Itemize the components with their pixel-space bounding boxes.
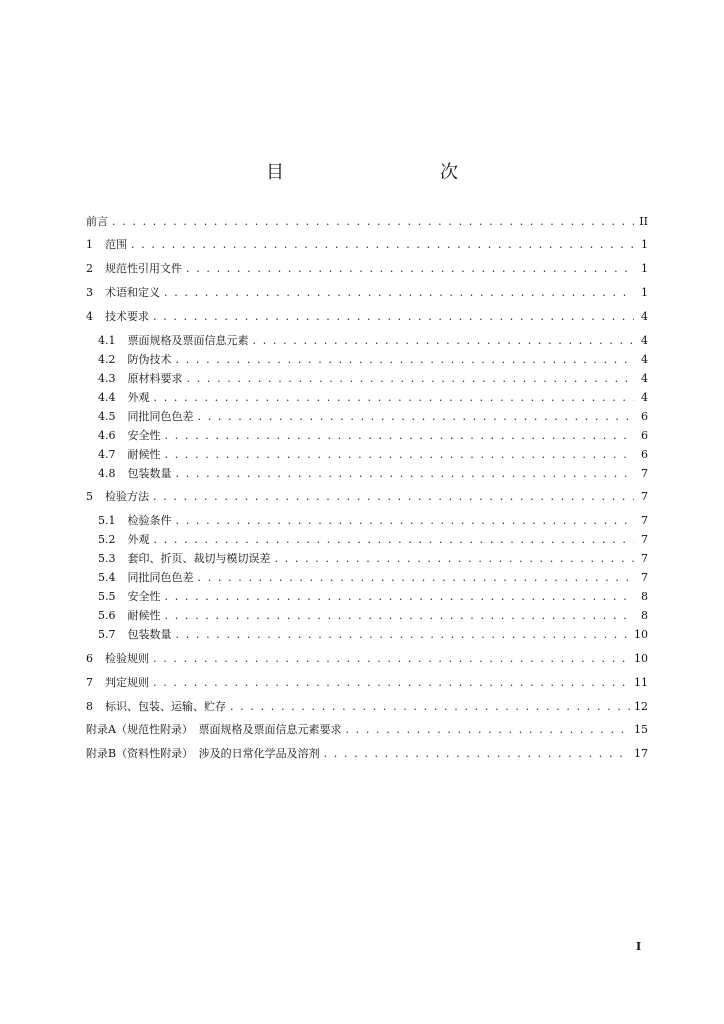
toc-entry[interactable] — [86, 531, 648, 550]
toc-entry-label: 术语和定义 — [105, 286, 160, 299]
toc-leader-dots — [275, 552, 635, 565]
toc-entry-label: 检验方法 — [105, 490, 149, 503]
toc-entry-page: 7 — [641, 467, 648, 480]
toc-entry[interactable] — [86, 408, 648, 427]
toc-entry-label: 技术要求 — [105, 310, 149, 323]
toc-leader-dots — [154, 391, 635, 404]
toc-entry[interactable] — [86, 427, 648, 446]
toc-entry[interactable] — [86, 721, 648, 745]
toc-leader-dots — [131, 238, 634, 251]
toc-entry[interactable] — [86, 213, 648, 236]
toc-entry-number: 4.8 — [98, 467, 116, 480]
toc-leader-dots — [153, 676, 630, 689]
toc-entry-number: 5.4 — [98, 571, 116, 584]
toc-entry-number: 4.4 — [98, 391, 116, 404]
toc-leader-dots — [198, 571, 635, 584]
toc-entry-number: 8 — [86, 700, 93, 713]
toc-entry-page: 4 — [641, 391, 648, 404]
toc-entry-page: 4 — [641, 310, 648, 323]
toc-entry-number: 6 — [86, 652, 93, 665]
toc-entry-number: 1 — [86, 238, 93, 251]
toc-entry[interactable] — [86, 588, 648, 607]
toc-entry-page: 7 — [641, 514, 648, 527]
toc-entry[interactable] — [86, 389, 648, 408]
toc-entry-page: 1 — [641, 286, 648, 299]
toc-entry-number: 4.5 — [98, 410, 116, 423]
toc-entry-page: 6 — [641, 448, 648, 461]
toc-entry-page: 6 — [641, 410, 648, 423]
toc-entry-label: 包装数量 — [127, 467, 172, 480]
toc-entry-number: 2 — [86, 262, 93, 275]
toc-entry-page: 15 — [634, 723, 648, 736]
toc-entry-label: 判定规则 — [105, 676, 149, 689]
toc-leader-dots — [153, 490, 634, 503]
toc-leader-dots — [164, 286, 634, 299]
toc-entry-number: 4.6 — [98, 429, 116, 442]
toc-entry-number: 3 — [86, 286, 93, 299]
toc-leader-dots — [154, 533, 635, 546]
toc-entry-page: 8 — [641, 590, 648, 603]
toc-entry-label: 外观 — [127, 391, 150, 404]
toc-entry-page: 17 — [634, 747, 648, 760]
toc-entry-number: 5.2 — [98, 533, 116, 546]
toc-leader-dots — [176, 467, 635, 480]
toc-entry-number: 4 — [86, 310, 93, 323]
toc-entry-label: 外观 — [127, 533, 150, 546]
toc-leader-dots — [165, 609, 635, 622]
toc-entry-page: II — [639, 215, 648, 228]
toc-entry-label: 包装数量 — [127, 628, 172, 641]
toc-entry-label: 耐候性 — [127, 448, 161, 461]
toc-entry-page: 7 — [641, 571, 648, 584]
toc-entry[interactable] — [86, 351, 648, 370]
page-number: I — [636, 940, 642, 953]
toc-leader-dots — [324, 747, 630, 760]
toc-entry-label: 同批同色色差 — [127, 410, 194, 423]
toc-entry[interactable] — [86, 674, 648, 698]
toc-leader-dots — [165, 448, 635, 461]
toc-leader-dots — [165, 590, 635, 603]
table-of-contents — [86, 213, 648, 769]
toc-entry-label: 附录A（规范性附录） 票面规格及票面信息元素要求 — [86, 723, 342, 736]
toc-entry-number: 5.1 — [98, 514, 116, 527]
toc-leader-dots — [165, 429, 635, 442]
toc-entry-page: 1 — [641, 238, 648, 251]
toc-entry[interactable] — [86, 698, 648, 721]
toc-entry[interactable] — [86, 446, 648, 465]
toc-entry[interactable] — [86, 284, 648, 308]
toc-entry-number: 5.3 — [98, 552, 116, 565]
toc-leader-dots — [345, 723, 630, 736]
toc-entry-page: 7 — [641, 533, 648, 546]
toc-entry[interactable] — [86, 465, 648, 488]
toc-entry[interactable] — [86, 260, 648, 284]
toc-leader-dots — [176, 514, 635, 527]
toc-entry[interactable] — [86, 236, 648, 260]
toc-entry-label: 前言 — [86, 215, 108, 228]
toc-entry-page: 4 — [641, 334, 648, 347]
toc-entry-number: 4.7 — [98, 448, 116, 461]
toc-entry[interactable] — [86, 488, 648, 512]
toc-entry-label: 检验规则 — [105, 652, 149, 665]
toc-entry-number: 5.6 — [98, 609, 116, 622]
toc-entry-number: 7 — [86, 676, 93, 689]
toc-entry[interactable] — [86, 370, 648, 389]
toc-entry-label: 标识、包装、运输、贮存 — [105, 700, 226, 713]
toc-entry-page: 10 — [634, 628, 648, 641]
toc-entry-label: 防伪技术 — [127, 353, 172, 366]
toc-entry-page: 4 — [641, 353, 648, 366]
toc-entry-page: 11 — [634, 676, 648, 689]
toc-entry-page: 7 — [641, 552, 648, 565]
toc-leader-dots — [176, 353, 635, 366]
toc-entry-number: 5.7 — [98, 628, 116, 641]
toc-entry-label: 附录B（资料性附录） 涉及的日常化学品及溶剂 — [86, 747, 320, 760]
toc-entry-number: 5 — [86, 490, 93, 503]
toc-entry-page: 7 — [641, 490, 648, 503]
toc-entry-number: 5.5 — [98, 590, 116, 603]
toc-entry[interactable] — [86, 512, 648, 531]
toc-entry-page: 12 — [634, 700, 648, 713]
toc-entry[interactable] — [86, 308, 648, 332]
toc-entry-label: 安全性 — [127, 429, 161, 442]
toc-entry-label: 规范性引用文件 — [105, 262, 182, 275]
toc-entry[interactable] — [86, 569, 648, 588]
toc-entry-label: 同批同色色差 — [127, 571, 194, 584]
toc-entry-number: 4.2 — [98, 353, 116, 366]
toc-entry-page: 8 — [641, 609, 648, 622]
toc-entry-page: 6 — [641, 429, 648, 442]
toc-entry-number: 4.1 — [98, 334, 116, 347]
toc-entry-number: 4.3 — [98, 372, 116, 385]
toc-entry[interactable] — [86, 626, 648, 650]
toc-leader-dots — [230, 700, 630, 713]
toc-entry-page: 10 — [634, 652, 648, 665]
toc-leader-dots — [153, 310, 634, 323]
toc-leader-dots — [176, 628, 631, 641]
toc-entry-label: 安全性 — [127, 590, 161, 603]
toc-entry[interactable] — [86, 550, 648, 569]
toc-entry-label: 检验条件 — [127, 514, 172, 527]
toc-entry-label: 范围 — [105, 238, 127, 251]
toc-leader-dots — [187, 372, 635, 385]
toc-entry[interactable] — [86, 607, 648, 626]
page-title: 目 次 — [266, 162, 498, 183]
toc-leader-dots — [198, 410, 635, 423]
toc-leader-dots — [186, 262, 634, 275]
toc-leader-dots — [153, 652, 630, 665]
toc-entry-label: 票面规格及票面信息元素 — [127, 334, 249, 347]
toc-entry[interactable] — [86, 332, 648, 351]
toc-entry-label: 原材料要求 — [127, 372, 183, 385]
toc-leader-dots — [253, 334, 635, 347]
toc-entry-page: 4 — [641, 372, 648, 385]
toc-entry[interactable] — [86, 745, 648, 769]
toc-entry-page: 1 — [641, 262, 648, 275]
toc-leader-dots — [112, 215, 634, 228]
toc-entry-label: 耐候性 — [127, 609, 161, 622]
toc-entry[interactable] — [86, 650, 648, 674]
toc-entry-label: 套印、折页、裁切与模切误差 — [127, 552, 271, 565]
